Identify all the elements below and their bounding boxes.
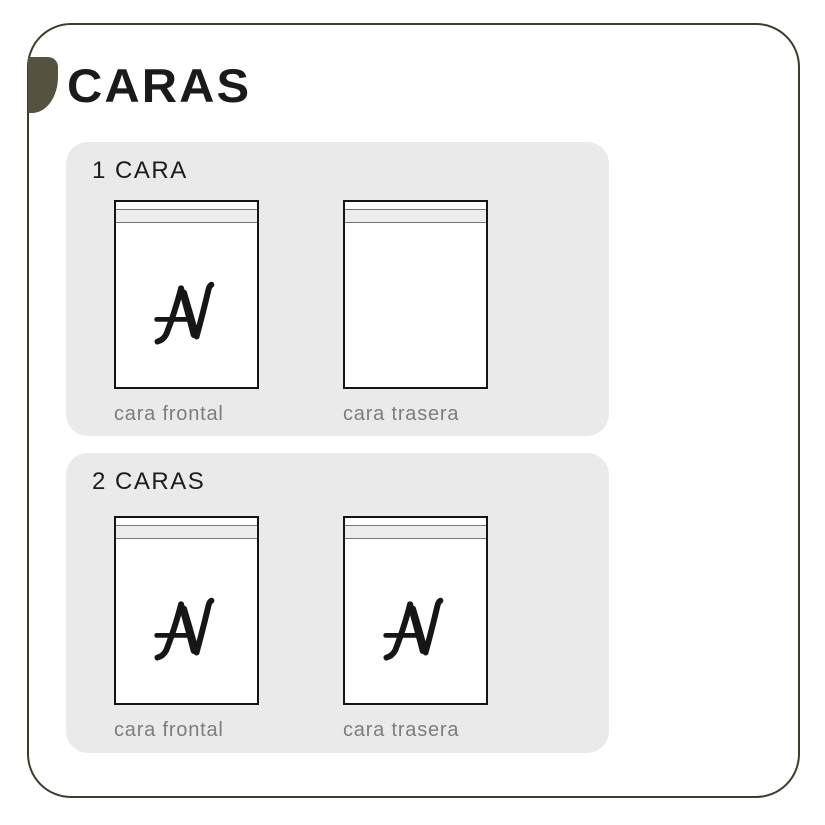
card-back: [343, 200, 488, 426]
bag-label: cara trasera: [343, 403, 460, 425]
bag-seal-strip: [116, 209, 257, 223]
bag-seal-strip: [116, 525, 257, 539]
section-1-cara: [66, 142, 609, 436]
bag-illustration-back: [343, 516, 488, 705]
bag-seal-strip: [345, 209, 486, 223]
bag-illustration-back: [343, 200, 488, 389]
card-front: [114, 200, 259, 426]
cards-row: [114, 200, 609, 426]
bag-illustration-front: [114, 200, 259, 389]
bag-label: cara frontal: [114, 403, 224, 425]
av-monogram-icon: [382, 594, 450, 662]
card-back: [343, 516, 488, 742]
bag-body: [345, 223, 486, 387]
section-title: 2 CARAS: [92, 468, 206, 495]
bag-seal-strip: [345, 525, 486, 539]
bag-label: cara trasera: [343, 719, 460, 741]
cards-row: [114, 516, 609, 742]
bag-label: cara frontal: [114, 719, 224, 741]
bag-illustration-front: [114, 516, 259, 705]
section-title: 1 CARA: [92, 157, 188, 184]
av-monogram-icon: [153, 278, 221, 346]
card-front: [114, 516, 259, 742]
page-title: CARAS: [67, 59, 252, 112]
bag-body: [116, 223, 257, 387]
av-monogram-icon: [153, 594, 221, 662]
section-2-caras: [66, 453, 609, 753]
bag-body: [345, 539, 486, 703]
bag-body: [116, 539, 257, 703]
